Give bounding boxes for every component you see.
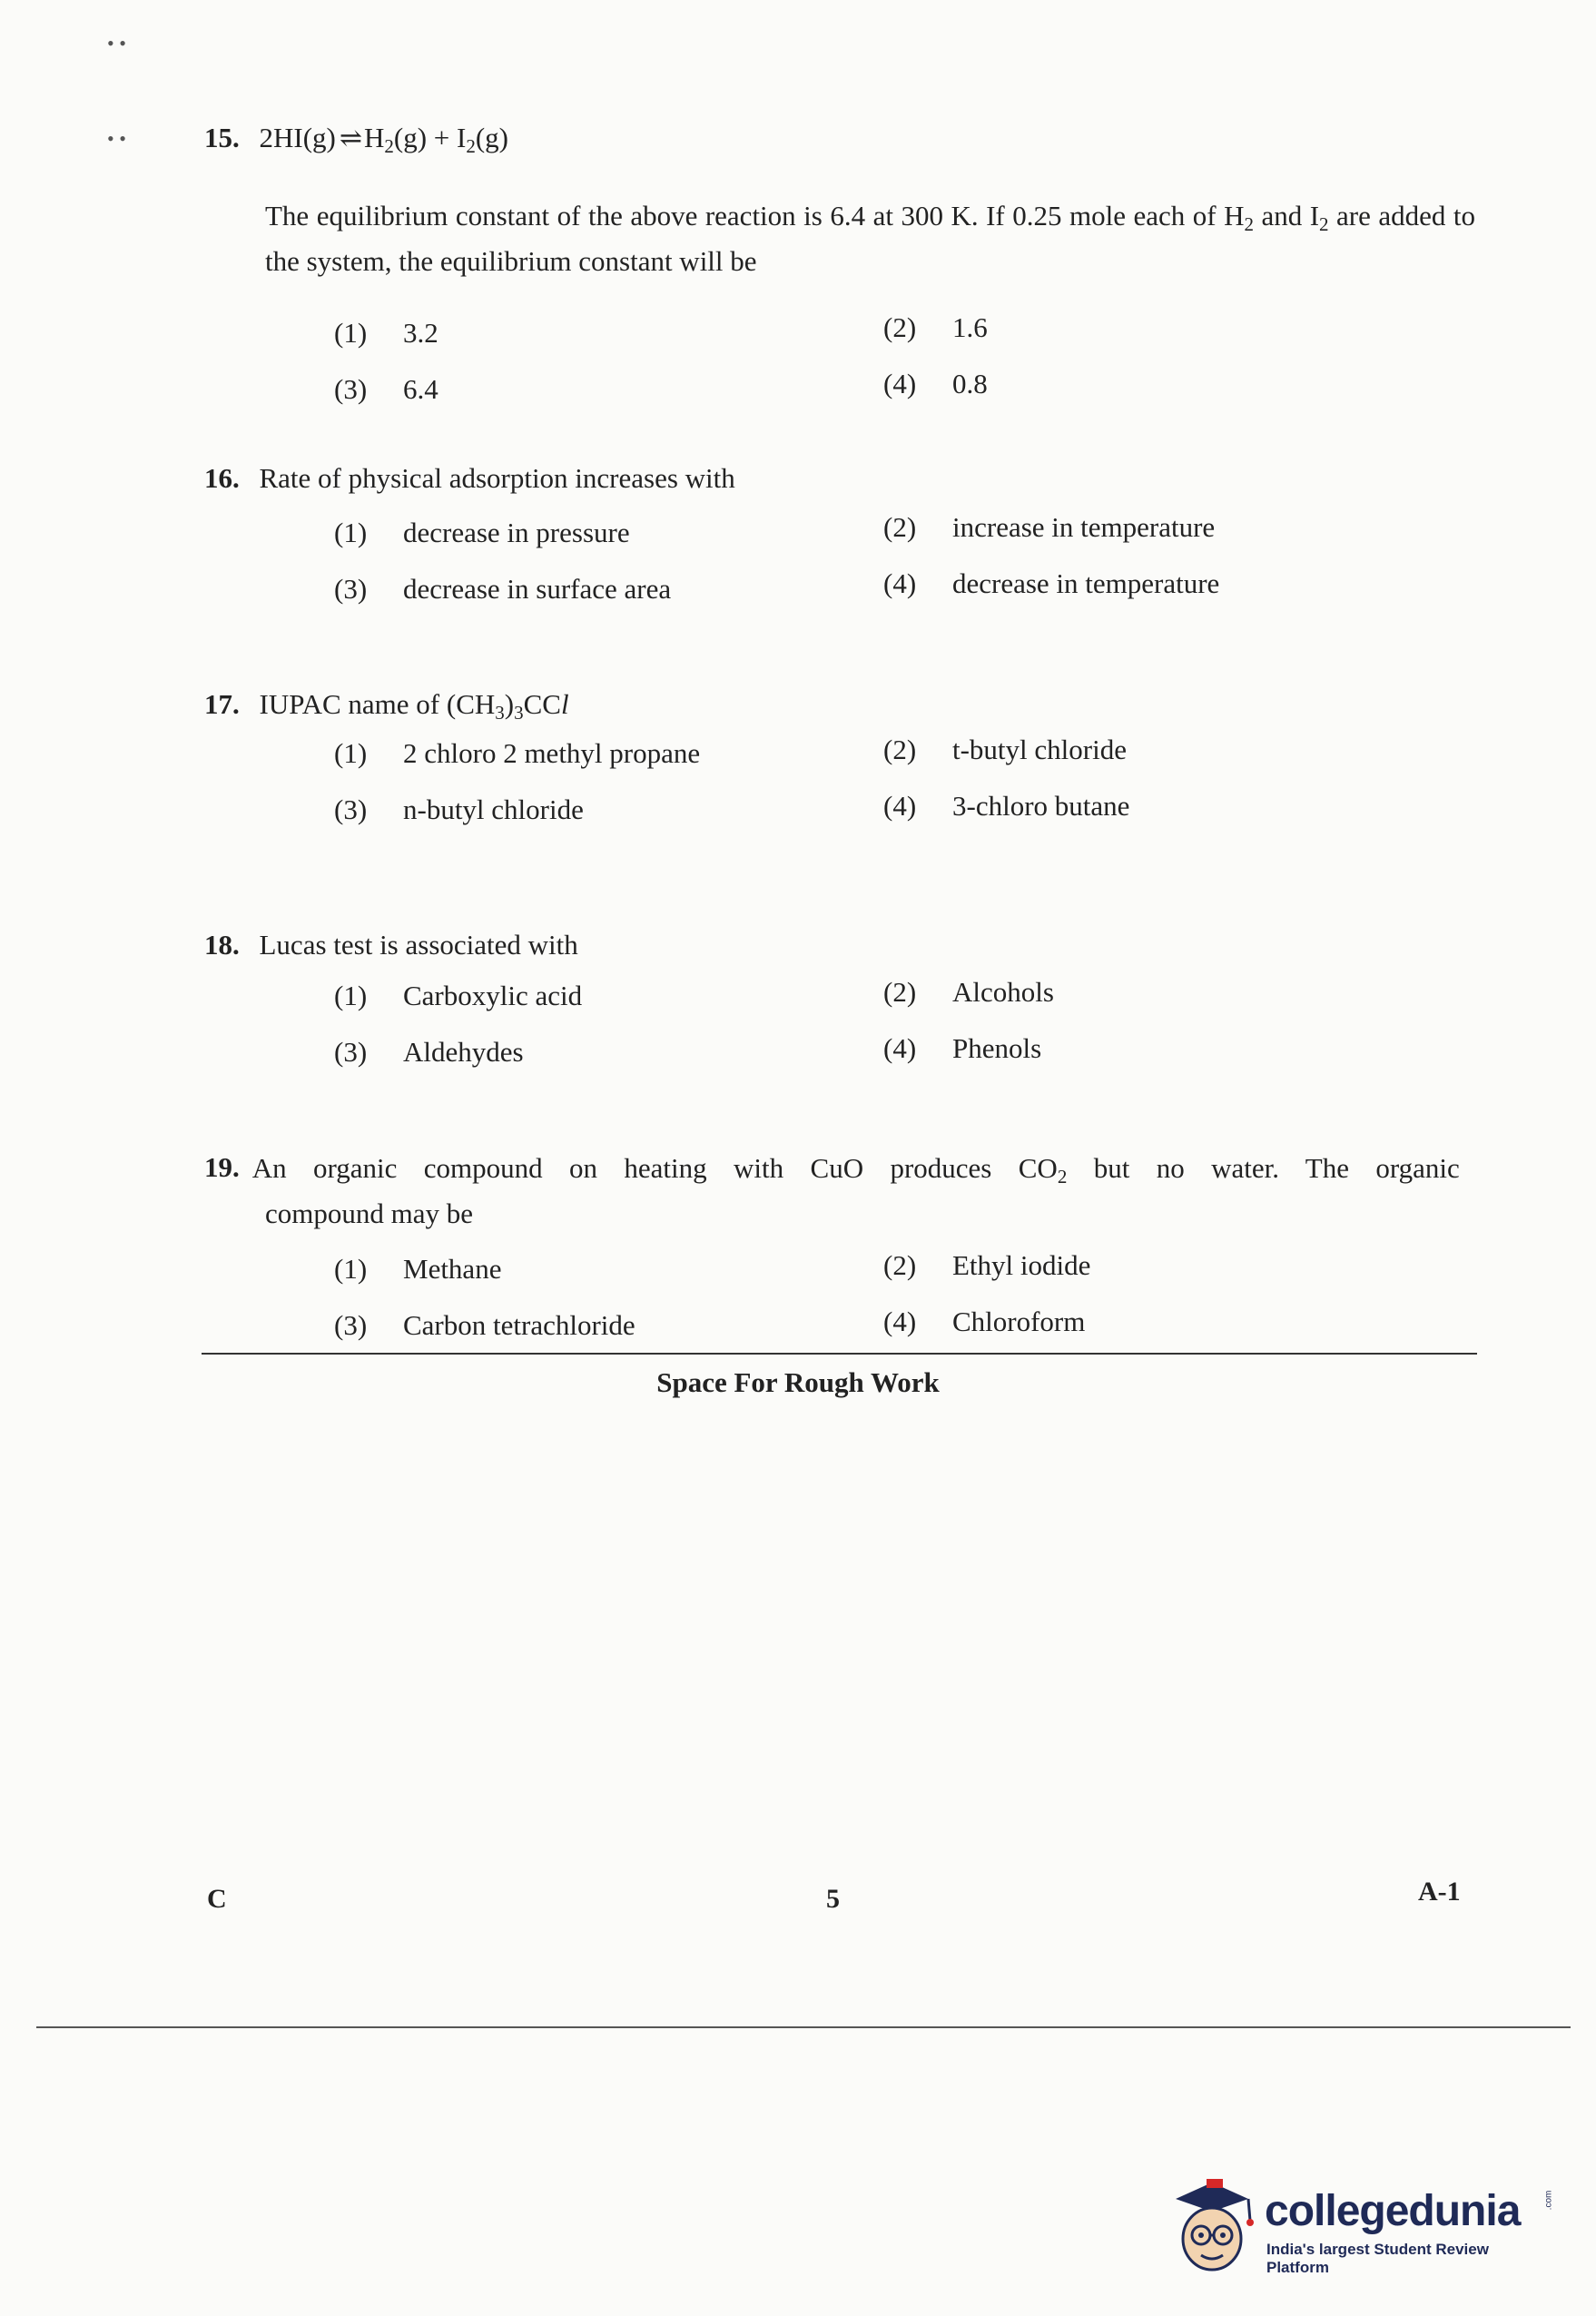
question-16 xyxy=(204,457,1475,624)
logo-domain: .com xyxy=(1543,2190,1554,2211)
option-1[interactable]: (1) decrease in pressure xyxy=(334,517,630,548)
option-2[interactable]: (2) Alcohols xyxy=(883,976,1054,1008)
option-4[interactable]: (4) Phenols xyxy=(883,1032,1042,1064)
question-15 xyxy=(204,116,1475,424)
question-19 xyxy=(204,1146,1475,1360)
reaction-equation: 2HI(g) ⇌ $H_2(g) + I_2(g)$ xyxy=(260,122,509,153)
question-number: 15. xyxy=(204,122,240,153)
divider xyxy=(202,1353,1477,1355)
logo-wordmark: collegedunia xyxy=(1265,2187,1521,2235)
option-1[interactable]: (1) Methane xyxy=(334,1253,502,1285)
option-2[interactable]: (2) increase in temperature xyxy=(883,511,1216,543)
option-4[interactable]: (4) 0.8 xyxy=(883,368,988,399)
option-3[interactable]: (3) n-butyl chloride xyxy=(334,793,584,825)
scan-mark: • • xyxy=(107,32,126,54)
options xyxy=(334,511,1469,624)
mascot-icon xyxy=(1165,2175,1260,2275)
question-text-continued: compound may be xyxy=(265,1197,474,1229)
rough-work-label: Space For Rough Work xyxy=(656,1366,940,1398)
option-1[interactable]: (1) 3.2 xyxy=(334,317,438,349)
option-2[interactable]: (2) 1.6 xyxy=(883,311,988,343)
question-18 xyxy=(204,923,1475,1087)
collegedunia-logo xyxy=(1165,2175,1555,2275)
option-2[interactable]: (2) Ethyl iodide xyxy=(883,1249,1091,1281)
option-2[interactable]: (2) t-butyl chloride xyxy=(883,734,1127,765)
logo-tagline: India's largest Student Review Platform xyxy=(1266,2241,1489,2276)
question-text: Rate of physical adsorption increases with xyxy=(259,462,735,494)
option-3[interactable]: (3) 6.4 xyxy=(334,373,438,405)
question-text: IUPAC name of $(CH_3)_3CCl$ xyxy=(259,688,569,724)
option-3[interactable]: (3) decrease in surface area xyxy=(334,573,672,605)
options xyxy=(334,1251,1469,1360)
page-number: 5 xyxy=(826,1884,840,1914)
question-text: Lucas test is associated with xyxy=(259,929,578,961)
booklet-code: C xyxy=(207,1884,227,1914)
options xyxy=(334,735,1469,844)
options xyxy=(334,311,1469,424)
question-text: An organic compound on heating with CuO produces $CO_2$ but no water. The organic xyxy=(251,1152,1460,1188)
question-number: 16. xyxy=(204,462,240,494)
question-text: The equilibrium constant of the above reaction is 6.4 at 300 K. If 0.25 mole each of $H_2$ and $I_2$ are added to the system, the equilibrium constant will be xyxy=(265,200,1475,277)
series-code: A-1 xyxy=(1418,1877,1461,1907)
question-number: 18. xyxy=(204,929,240,961)
question-17 xyxy=(204,683,1475,844)
option-4[interactable]: (4) decrease in temperature xyxy=(883,567,1220,599)
bottom-divider xyxy=(36,2026,1571,2028)
option-1[interactable]: (1) 2 chloro 2 methyl propane xyxy=(334,737,701,769)
option-1[interactable]: (1) Carboxylic acid xyxy=(334,980,583,1011)
option-3[interactable]: (3) Carbon tetrachloride xyxy=(334,1309,635,1341)
option-3[interactable]: (3) Aldehydes xyxy=(334,1036,524,1068)
option-4[interactable]: (4) Chloroform xyxy=(883,1306,1086,1337)
equilibrium-arrow-icon: ⇌ xyxy=(339,123,360,153)
scan-mark: • • xyxy=(107,127,126,150)
options xyxy=(334,978,1469,1087)
option-4[interactable]: (4) 3-chloro butane xyxy=(883,790,1130,822)
question-number: 17. xyxy=(204,688,240,720)
question-number: 19. xyxy=(204,1151,240,1183)
